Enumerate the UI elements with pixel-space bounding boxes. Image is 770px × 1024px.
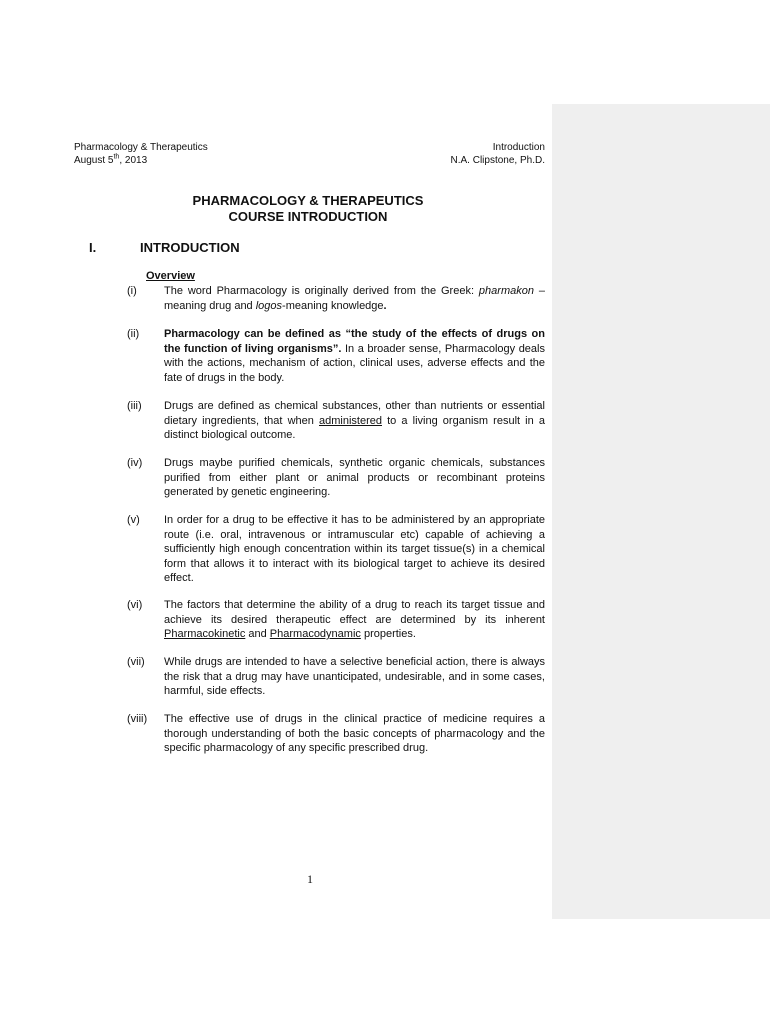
item-number: (viii)	[127, 713, 148, 725]
item-number: (iii)	[127, 400, 142, 412]
item-text: The effective use of drugs in the clinical practice of medicine requires a thorough understanding of both the basic concepts of pharmacology and the specific pharmacology of any specific prescribed drug.	[164, 713, 545, 754]
list-item-ii	[127, 327, 545, 385]
item-text-run: The word Pharmacology is originally derived from the Greek:	[164, 285, 479, 297]
item-number: (v)	[127, 514, 140, 526]
item-text-run: In a broader sense, Pharmacology deals with the actions, mechanism of action, clinical uses, adverse effects and the fate of drugs in the body.	[164, 342, 545, 384]
item-text-underlined: Pharmacokinetic	[164, 628, 246, 640]
item-text-run: and	[245, 628, 270, 640]
item-number: (vi)	[127, 599, 143, 611]
item-text-run: –meaning drug and	[164, 285, 545, 312]
item-text	[164, 284, 545, 313]
list-item-vii	[127, 655, 545, 699]
item-text: While drugs are intended to have a selective beneficial action, there is always the risk that a drug may have unanticipated, undesirable, and in some cases, harmful, side effects.	[164, 656, 545, 697]
item-text	[164, 399, 545, 443]
item-text-bold: .	[383, 299, 387, 312]
header-section: Introduction	[492, 142, 545, 153]
item-number: (iv)	[127, 457, 143, 469]
document-title-line2: COURSE INTRODUCTION	[228, 209, 388, 224]
item-number: (vii)	[127, 656, 145, 668]
item-text-underlined: administered	[319, 414, 382, 427]
section-title: INTRODUCTION	[140, 240, 240, 255]
item-text	[164, 327, 545, 385]
header-left	[74, 141, 208, 167]
item-text-bold: Pharmacology can be defined as “the study of the effects of drugs on the function of living organisms”.	[164, 328, 545, 355]
item-text-italic: pharmakon	[478, 285, 534, 297]
header-date-prefix: August 5	[74, 155, 114, 166]
header-course-title: Pharmacology & Therapeutics	[74, 142, 208, 153]
item-text: In order for a drug to be effective it has to be administered by an appropriate route (i.e. oral, intravenous or intramuscular etc) capable of achieving a sufficiently high enough concentration within its target tissue(s) in a chemical form that allows it to interact with its biological target to achieve its desired effect.	[164, 514, 545, 584]
list-item-vi	[127, 598, 545, 642]
header-date-sup: th	[113, 153, 120, 161]
header-author: N.A. Clipstone, Ph.D.	[450, 155, 545, 166]
item-text-run: -meaning knowledge	[282, 299, 384, 312]
header-date	[74, 154, 208, 167]
header-right	[345, 141, 545, 167]
item-text-underlined: Pharmacodynamic	[269, 628, 361, 640]
overview-subheading: Overview	[146, 270, 195, 282]
list-item-iv	[127, 456, 545, 500]
item-text	[164, 598, 545, 642]
item-text-run: The factors that determine the ability of a drug to reach its target tissue and achieve its desired therapeutic effect are determined by its inherent	[164, 599, 545, 626]
item-text: Drugs maybe purified chemicals, synthetic organic chemicals, substances purified from either plant or animal products or recombinant proteins generated by genetic engineering.	[164, 457, 545, 498]
item-text-italic: logos	[255, 299, 283, 312]
item-number: (i)	[127, 285, 137, 297]
document-title-line1: PHARMACOLOGY & THERAPEUTICS	[192, 193, 424, 208]
list-item-i	[127, 284, 545, 313]
item-text-run: Drugs are defined as chemical substances, other than nutrients or essential dietary ingredients, that when	[164, 400, 545, 427]
item-text-run: properties.	[360, 628, 416, 640]
comment-pane	[552, 104, 770, 919]
page-number: 1	[307, 872, 313, 886]
item-text-run: to a living organism result in a distinct biological outcome.	[164, 414, 545, 441]
list-item-v	[127, 513, 545, 586]
list-item-viii	[127, 712, 545, 756]
item-number: (ii)	[127, 328, 140, 340]
header-date-suffix: , 2013	[119, 155, 148, 166]
section-number: I.	[89, 240, 97, 255]
list-item-iii	[127, 399, 545, 443]
